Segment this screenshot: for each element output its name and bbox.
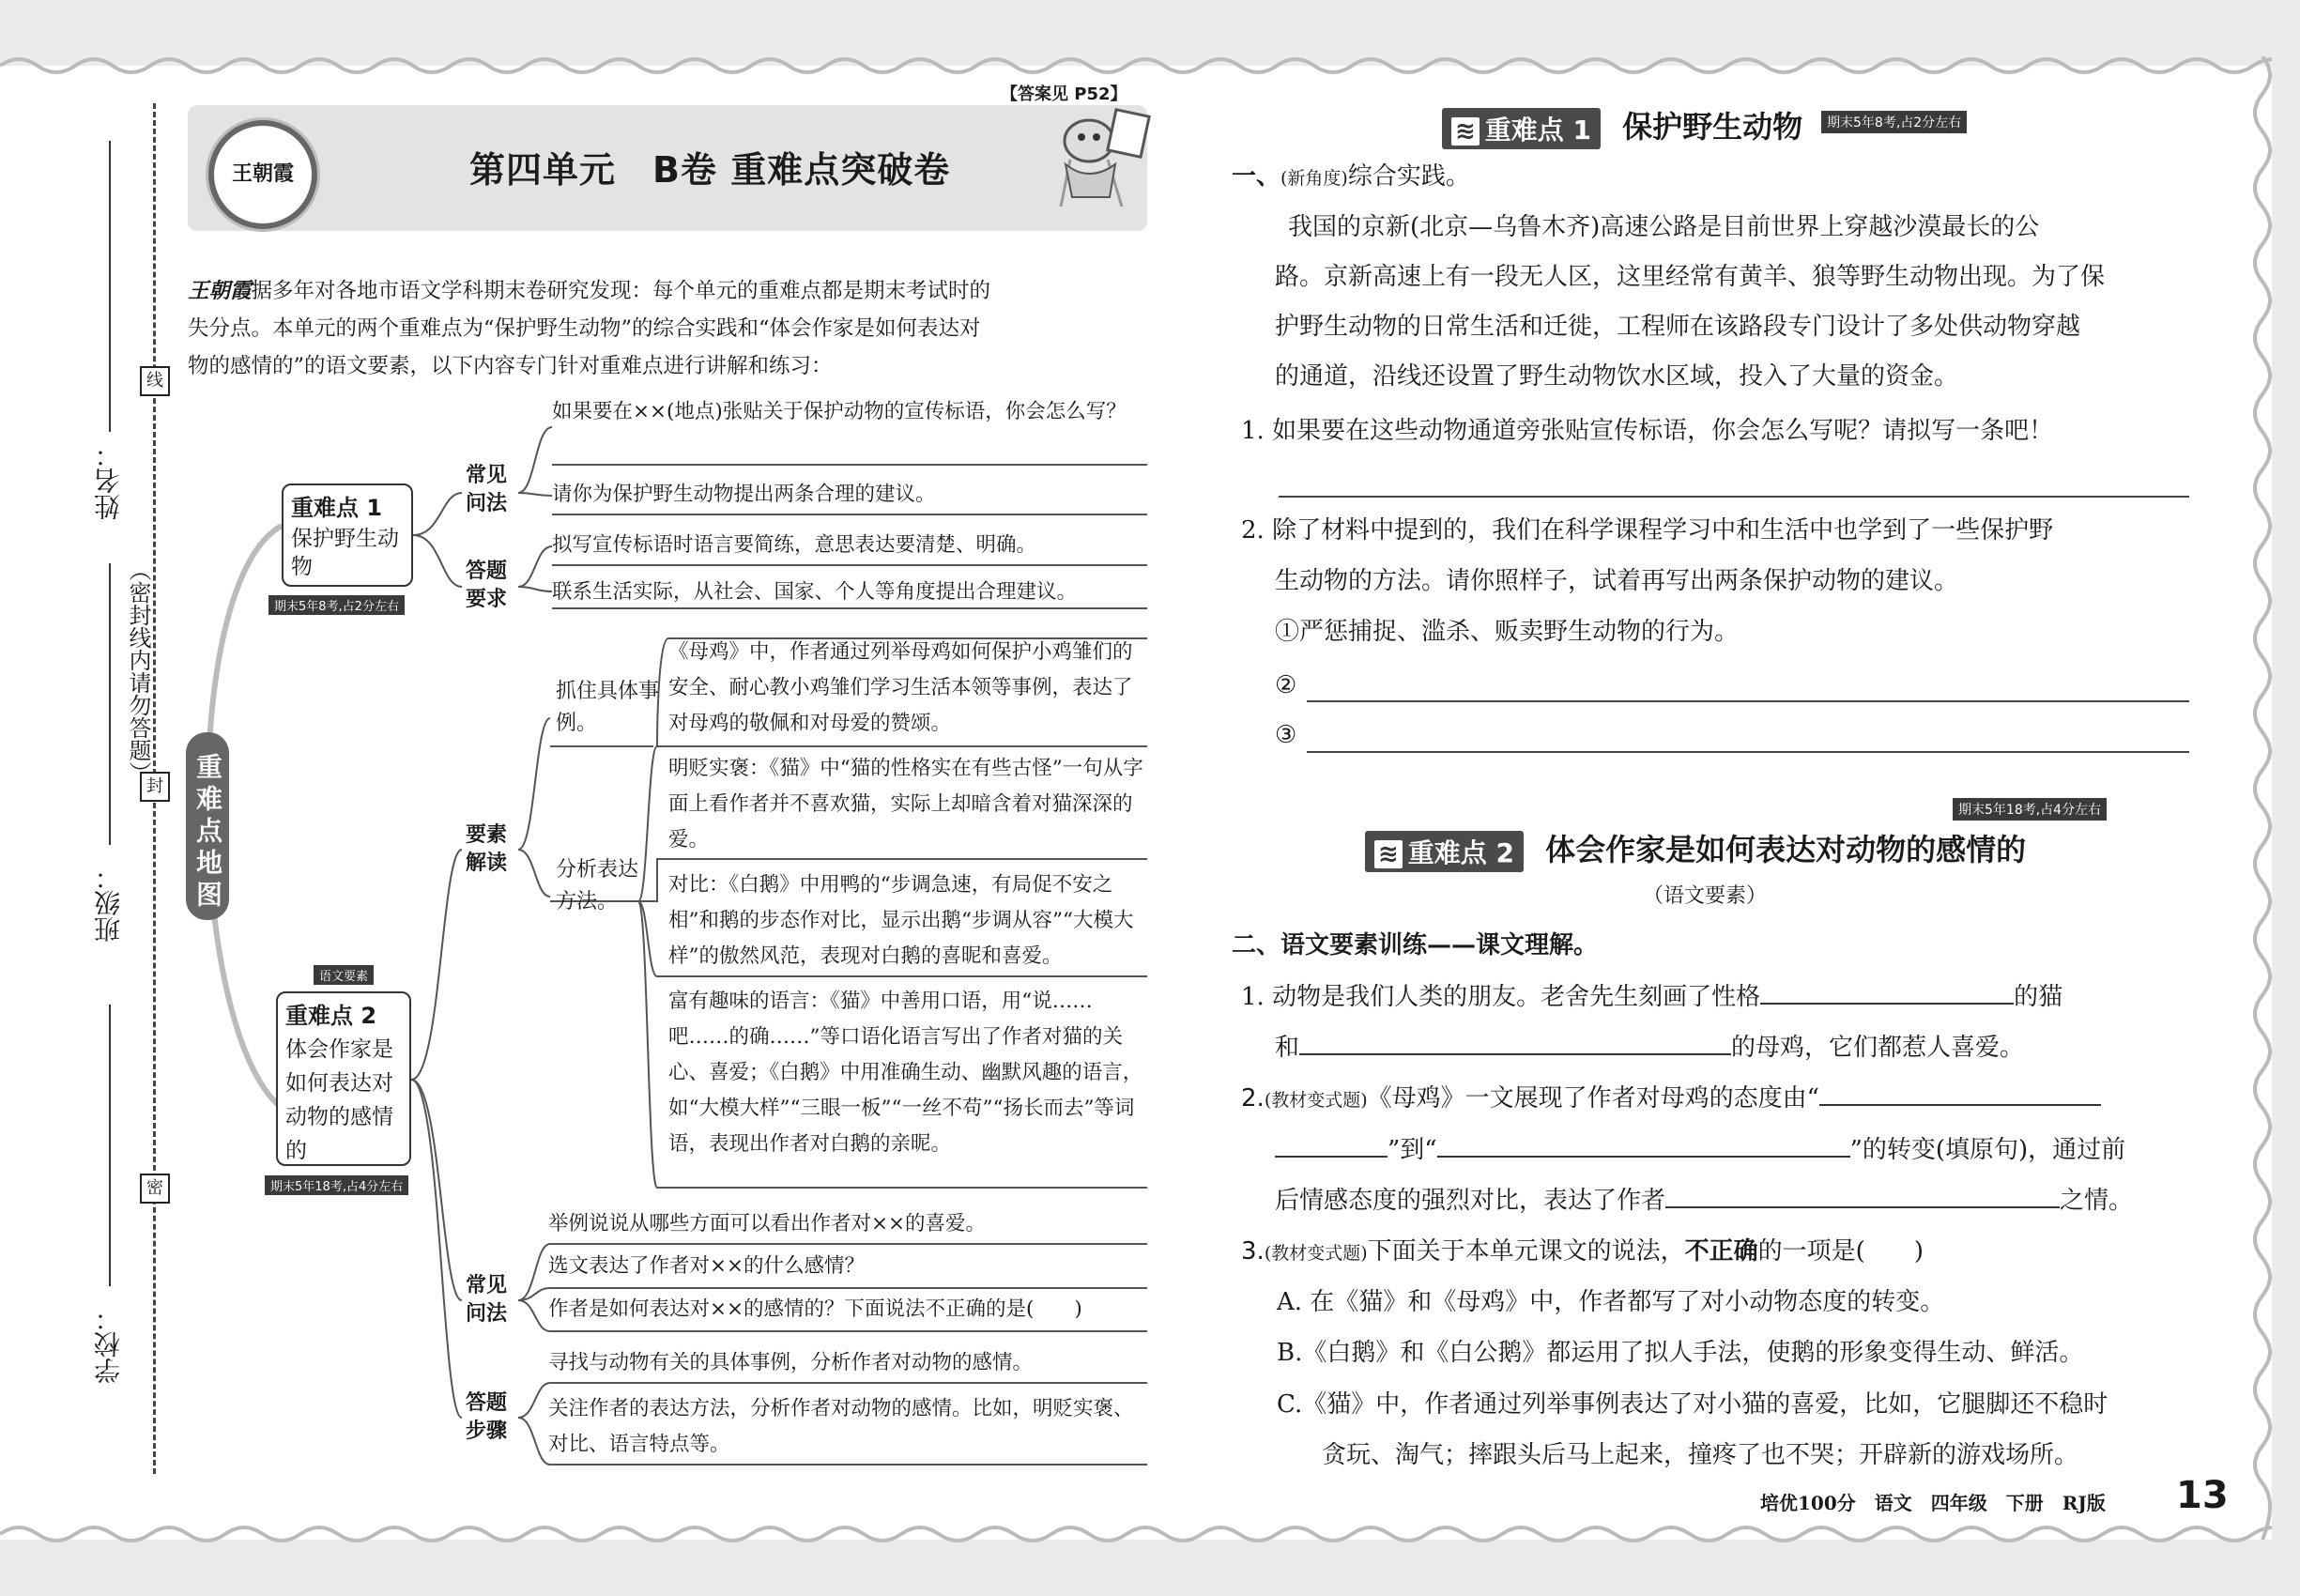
point2-title: 重难点 2 (285, 1003, 377, 1029)
footer-info: 培优100分 语文 四年级 下册 RJ版 (1760, 1492, 2106, 1514)
example-2-answer-line[interactable] (1307, 700, 2189, 702)
example-3-label: ③ (1275, 721, 1297, 749)
intro-line-1: 据多年对各地市语文学科期末卷研究发现：每个单元的重难点都是期末考试时的 (251, 279, 991, 303)
point2-method-3: 富有趣味的语言：《猫》中善用口语，用“说……吧……的确……”等口语化语言写出了作者对猫的关心、喜爱；《白鹅》中用准确生动、幽默风趣的语言，如“大模大样”“三眼一板”“一丝不苟”“扬长而去”等词语，表现出作者对白鹅的亲昵。 (668, 990, 1143, 1156)
q2-2-blank-1b[interactable] (1275, 1131, 1388, 1158)
q2-1-text-d: 的母鸡，它们都惹人喜爱。 (1731, 1034, 2025, 1062)
section2-subtitle: （语文要素） (1643, 884, 1768, 908)
q2-2-number: 2. (1241, 1084, 1265, 1113)
point2-analyze-label: 分析表达方法。 (556, 858, 639, 913)
q2-1-text-b: 的猫 (2014, 983, 2063, 1011)
q2-2-text-c: ”的转变(填原句)，通过前 (1849, 1136, 2126, 1164)
section1-heading (1442, 103, 1802, 149)
q2-3-text-b: 不正确 (1684, 1237, 1758, 1266)
point1-text: 保护野生动物 (291, 527, 399, 579)
q2-1-text-a: 1. 动物是我们人类的朋友。老舍先生刻画了性格 (1241, 983, 1761, 1011)
seal-mark-line: 线 (140, 366, 170, 396)
q2-2-line-b (1275, 1131, 2125, 1169)
point2-grasp-label: 抓住具体事例。 (556, 680, 660, 735)
q2-2-line-a (1241, 1080, 2101, 1119)
q2-1-blank-1[interactable] (1760, 978, 2014, 1005)
passage-line-3: 护野生动物的日常生活和迁徙，工程师在该路段专门设计了多处供动物穿越 (1275, 313, 2081, 341)
q2-1-line-b (1275, 1029, 2024, 1067)
q2-2-text-d: 后情感态度的强烈对比，表达了作者 (1275, 1187, 1666, 1215)
passage-line-4: 的通道，沿线还设置了野生动物饮水区域，投入了大量的资金。 (1275, 362, 1959, 391)
example-1: ①严惩捕捉、滥杀、贩卖野生动物的行为。 (1275, 618, 1740, 646)
point2-text: 体会作家是如何表达对动物的感情的 (285, 1037, 393, 1163)
q2-2-text-e: 之情。 (2060, 1187, 2134, 1215)
point2-steps-label: 答题步骤 (466, 1391, 508, 1443)
section2-title: 体会作家是如何表达对动物的感情的 (1545, 832, 2027, 867)
q2-2-tag: (教材变式题) (1264, 1090, 1368, 1111)
point1-r1: 拟写宣传标语时语言要简练，意思表达要清楚、明确。 (552, 533, 1037, 557)
point2-step1: 寻找与动物有关的具体事例，分析作者对动物的感情。 (548, 1351, 1034, 1374)
q2-2-blank-1[interactable] (1819, 1080, 2101, 1106)
example-2-label: ② (1275, 671, 1297, 699)
q2-heading: 二、语文要素训练——课文理解。 (1232, 931, 1599, 959)
seal-mark-feng: 封 (140, 772, 170, 802)
q2-2-blank-2[interactable] (1437, 1131, 1850, 1158)
school-label: 学校： (93, 1305, 124, 1384)
q2-3-text-a: 下面关于本单元课文的说法， (1367, 1237, 1685, 1266)
seal-mark-mi: 密 (140, 1174, 170, 1204)
point2-reading-label: 要素解读 (466, 823, 508, 875)
section2-heading (1365, 826, 2026, 872)
section2-badge (1365, 831, 1524, 872)
section1-title: 保护野生动物 (1622, 109, 1803, 145)
q2-3-line (1241, 1233, 1924, 1272)
section2-exam-tag: 期末5年18考,占4分左右 (1953, 798, 2107, 821)
point1-title: 重难点 1 (291, 495, 383, 521)
answer-reference: 【答案见 P52】 (1001, 84, 1127, 104)
q2-1-text-c: 和 (1275, 1034, 1300, 1062)
point2-method-1: 明贬实褒：《猫》中“猫的性格实在有些古怪”一句从字面上看作者并不喜欢猫，实际上却暗含着对猫深深的爱。 (668, 757, 1143, 852)
q1-title: 综合实践。 (1347, 162, 1470, 191)
section1-badge-text: 重难点 1 (1484, 115, 1592, 146)
no-answer-notice: （密封线内请勿答题） (125, 559, 151, 784)
point2-grasp-text: 《母鸡》中，作者通过列举母鸡如何保护小鸡雏们的安全、耐心教小鸡雏们学习生活本领等事例，表达了对母鸡的敬佩和对母爱的赞颂。 (668, 640, 1133, 735)
point2-exam-tag: 期末5年18考,占4分左右 (265, 1175, 408, 1195)
name-label: 姓名： (93, 441, 124, 520)
intro-line-2: 失分点。本单元的两个重难点为“保护野生动物”的综合实践和“体会作家是如何表达对 (188, 316, 981, 341)
q2-2-text-b: ”到“ (1388, 1136, 1437, 1164)
option-a[interactable]: A. 在《猫》和《母鸡》中，作者都写了对小动物态度的转变。 (1277, 1288, 1945, 1316)
class-label: 班级： (93, 864, 124, 943)
section2-badge-text: 重难点 2 (1407, 837, 1515, 868)
wave-icon: ≋ (1451, 117, 1480, 146)
page-number: 13 (2176, 1474, 2229, 1517)
example-3-answer-line[interactable] (1307, 751, 2189, 753)
q2-3-number: 3. (1241, 1237, 1265, 1266)
point2-step2: 关注作者的表达方法，分析作者对动物的感情。比如，明贬实褒、对比、语言特点等。 (548, 1397, 1134, 1456)
q1-1-answer-line[interactable] (1279, 496, 2189, 498)
intro-brand: 王朝霞 (188, 279, 252, 303)
point1-r2: 联系生活实际，从社会、国家、个人等角度提出合理建议。 (552, 580, 1078, 604)
q2-2-blank-3[interactable] (1665, 1182, 2060, 1208)
point2-node (276, 991, 411, 1166)
section1-exam-tag: 期末5年8考,占2分左右 (1821, 111, 1967, 133)
point2-common-q1: 举例说说从哪些方面可以看出作者对××的喜爱。 (548, 1212, 987, 1235)
q2-1-line-a (1241, 978, 2062, 1016)
point1-answer-req-label: 答题要求 (466, 560, 508, 611)
option-b[interactable]: B.《白鹅》和《白公鹅》都运用了拟人手法，使鹅的形象变得生动、鲜活。 (1277, 1339, 2084, 1367)
point1-common-q-label: 常见问法 (466, 464, 508, 515)
passage-line-2: 路。京新高速上有一段无人区，这里经常有黄羊、狼等野生动物出现。为了保 (1275, 263, 2106, 291)
point2-common-q2: 选文表达了作者对××的什么感情？ (548, 1254, 866, 1278)
q1-1-text: 1. 如果要在这些动物通道旁张贴宣传标语，你会怎么写呢？请拟写一条吧！ (1241, 417, 2054, 445)
point2-common-q3: 作者是如何表达对××的感情的？下面说法不正确的是( ) (548, 1297, 1082, 1321)
mind-map-label: 重难点地图 (186, 732, 229, 920)
section1-badge (1442, 108, 1601, 149)
passage-line-1: 我国的京新(北京—乌鲁木齐)高速公路是目前世界上穿越沙漠最长的公 (1288, 213, 2040, 241)
q2-3-text-c: 的一项是( ) (1757, 1237, 1924, 1266)
point1-q1: 如果要在××(地点)张贴关于保护动物的宣传标语，你会怎么写？ (552, 400, 1127, 423)
q2-2-text-a: 《母鸡》一文展现了作者对母鸡的态度由“ (1367, 1084, 1819, 1113)
q1-heading (1232, 158, 1470, 197)
q1-2-text-a: 2. 除了材料中提到的，我们在科学课程学习中和生活中也学到了一些保护野 (1241, 516, 2054, 545)
page-title: 第四单元 B卷 重难点突破卷 (469, 149, 951, 191)
option-c-line-1[interactable]: C.《猫》中，作者通过列举事例表达了对小猫的喜爱，比如，它腿脚还不稳时 (1277, 1390, 2108, 1419)
point2-method-2: 对比：《白鹅》中用鸭的“步调急速，有局促不安之相”和鹅的步态作对比，显示出鹅“步调从容”“大模大样”的傲然风范，表现对白鹅的喜昵和喜爱。 (668, 873, 1134, 968)
q2-2-line-c (1275, 1182, 2133, 1220)
q2-3-tag: (教材变式题) (1264, 1243, 1368, 1264)
right-wavy-edge (2244, 56, 2300, 1540)
point1-exam-tag: 期末5年8考,占2分左右 (268, 595, 405, 615)
wave-icon: ≋ (1374, 840, 1403, 868)
logo-text: 王朝霞 (231, 161, 294, 186)
point2-common-q-label: 常见问法 (466, 1274, 508, 1326)
point1-node (282, 483, 413, 587)
point2-top-tag: 语文要素 (314, 965, 374, 985)
q2-1-blank-2[interactable] (1299, 1029, 1731, 1055)
q1-2-text-b: 生动物的方法。请你照样子，试着再写出两条保护动物的建议。 (1275, 567, 1959, 595)
q1-number: 一、 (1232, 162, 1281, 191)
point1-q2: 请你为保护野生动物提出两条合理的建议。 (552, 483, 936, 506)
option-c-line-2: 贪玩、淘气；摔跟头后马上起来，撞疼了也不哭；开辟新的游戏场所。 (1322, 1441, 2079, 1469)
intro-line-3: 物的感情的”的语文要素，以下内容专门针对重难点进行讲解和练习： (188, 354, 833, 378)
q1-new-tag: (新角度) (1280, 168, 1348, 189)
